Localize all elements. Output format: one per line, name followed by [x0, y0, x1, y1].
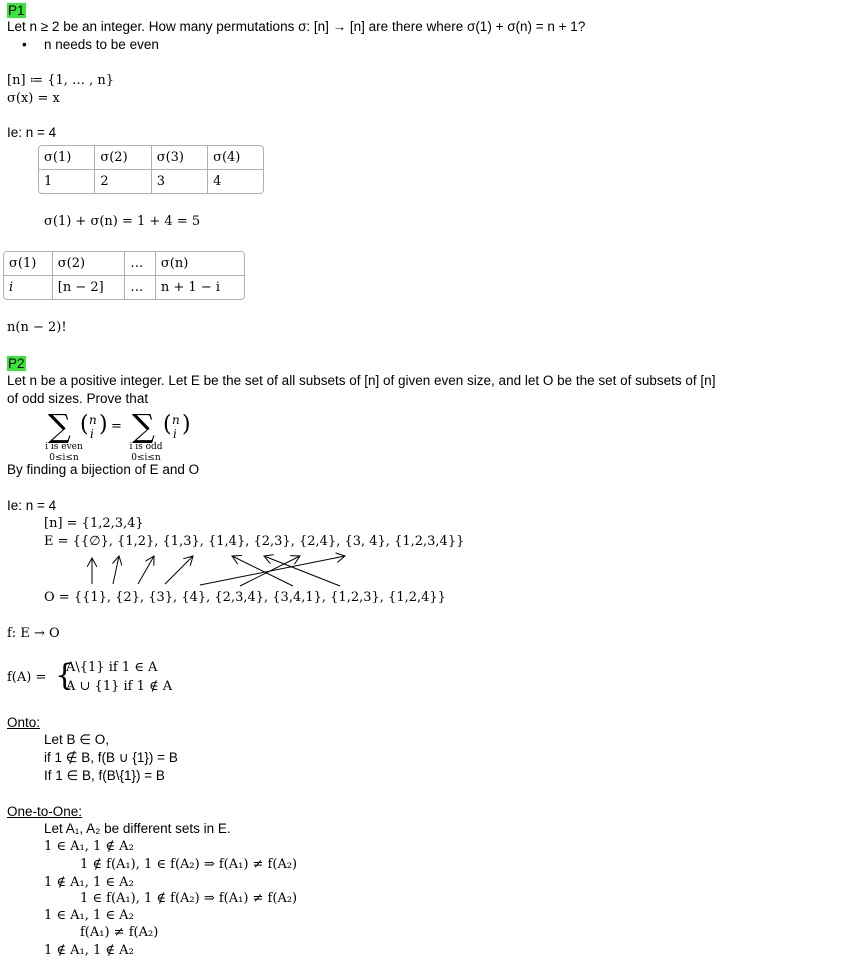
p2-f-map: f: E → O	[7, 626, 60, 641]
table-cell: 2	[95, 170, 151, 193]
left-brace: {	[55, 658, 75, 693]
sum-cond-even-2: 0≤i≤n	[49, 453, 79, 463]
oto-line: 1 ∉ f(A₁), 1 ∈ f(A₂) ⇒ f(A₁) ≠ f(A₂)	[80, 857, 298, 872]
p2-tag: P2	[8, 356, 25, 371]
oto-line: 1 ∈ A₁, 1 ∉ A₂	[44, 839, 134, 854]
arrow-line	[200, 556, 345, 585]
arrow-line	[138, 556, 154, 584]
arrow-line	[165, 556, 193, 584]
table-cell: σ(2)	[53, 252, 126, 276]
oto-line: Let A₁, A₂ be different sets in E.	[44, 821, 231, 836]
onto-title: Onto:	[7, 715, 41, 730]
table-cell: σ(2)	[95, 146, 151, 170]
p2-statement-line2: of odd sizes. Prove that	[7, 391, 149, 406]
p1-sum-line: σ(1) + σ(n) = 1 + 4 = 5	[44, 214, 201, 229]
arrow-line	[232, 556, 293, 586]
p2-bijection-line: By finding a bijection of E and O	[7, 462, 200, 477]
sum-equals: =	[111, 419, 122, 434]
table-cell: σ(n)	[156, 252, 244, 276]
p2-f-def-lhs: f(A) =	[7, 670, 47, 685]
oto-line: 1 ∉ A₁, 1 ∈ A₂	[44, 875, 134, 890]
p1-def-set: [n] ≔ {1, … , n}	[7, 73, 115, 88]
sum-cond-even-1: i is even	[45, 442, 83, 452]
p1-tag: P1	[8, 3, 25, 18]
p1-answer: n(n − 2)!	[7, 320, 67, 335]
table-cell: i	[4, 276, 53, 299]
oto-line: 1 ∈ f(A₁), 1 ∉ f(A₂) ⇒ f(A₁) ≠ f(A₂)	[80, 891, 298, 906]
p1-example-label: Ie: n = 4	[7, 125, 57, 140]
p1-question: Let n ≥ 2 be an integer. How many permutations σ: [n] → [n] are there where σ(1) + σ(n) = n + 1?	[7, 19, 586, 34]
p2-f-case1: A\{1} if 1 ∈ A	[66, 660, 158, 675]
oto-line: f(A₁) ≠ f(A₂)	[80, 925, 159, 940]
p1-def-sigma: σ(x) = x	[7, 91, 60, 106]
sum-cond-odd-2: 0≤i≤n	[131, 453, 161, 463]
p2-example-label: Ie: n = 4	[7, 498, 57, 513]
table-cell: σ(3)	[152, 146, 208, 170]
table-cell: σ(4)	[208, 146, 263, 170]
onto-line: If 1 ∈ B, f(B\{1}) = B	[44, 768, 165, 783]
table-cell: 1	[39, 170, 95, 193]
p1-bullet-text: n needs to be even	[44, 37, 159, 52]
oto-line: 1 ∈ A₁, 1 ∈ A₂	[44, 908, 134, 923]
arrow-line	[113, 556, 119, 584]
oto-line: 1 ∉ A₁, 1 ∉ A₂	[44, 943, 134, 958]
sum-cond-odd-1: i is odd	[129, 442, 163, 452]
table-cell: σ(1)	[4, 252, 53, 276]
onto-line: Let B ∈ O,	[44, 732, 110, 747]
table-cell: σ(1)	[39, 146, 95, 170]
p2-n-set: [n] = {1,2,3,4}	[44, 516, 144, 531]
sum-symbol-even: ∑	[48, 407, 71, 445]
table-cell: n + 1 − i	[160, 280, 221, 295]
table-cell: …	[125, 252, 156, 276]
bullet-dot: •	[22, 37, 27, 52]
p2-statement-line1: Let n be a positive integer. Let E be the set of all subsets of [n] of given even size, and let O be the set of subsets of [n]	[7, 373, 716, 388]
table-cell: 4	[213, 174, 222, 189]
p2-E-set: E = {{∅}, {1,2}, {1,3}, {1,4}, {2,3}, {2,4}, {3, 4}, {1,2,3,4}}	[44, 534, 465, 549]
sum-symbol-odd: ∑	[132, 407, 155, 445]
table-cell: 3	[152, 170, 208, 193]
p2-O-set: O = {{1}, {2}, {3}, {4}, {2,3,4}, {3,4,1}, {1,2,3}, {1,2,4}}	[44, 590, 446, 605]
arrow-line	[240, 556, 300, 586]
table-cell: …	[125, 276, 156, 299]
onto-line: if 1 ∉ B, f(B ∪ {1}) = B	[44, 750, 178, 765]
one-to-one-title: One-to-One:	[7, 804, 83, 819]
table-cell: [n − 2]	[53, 276, 126, 299]
arrow-line	[264, 556, 340, 586]
p2-f-case2: A ∪ {1} if 1 ∉ A	[66, 679, 173, 694]
